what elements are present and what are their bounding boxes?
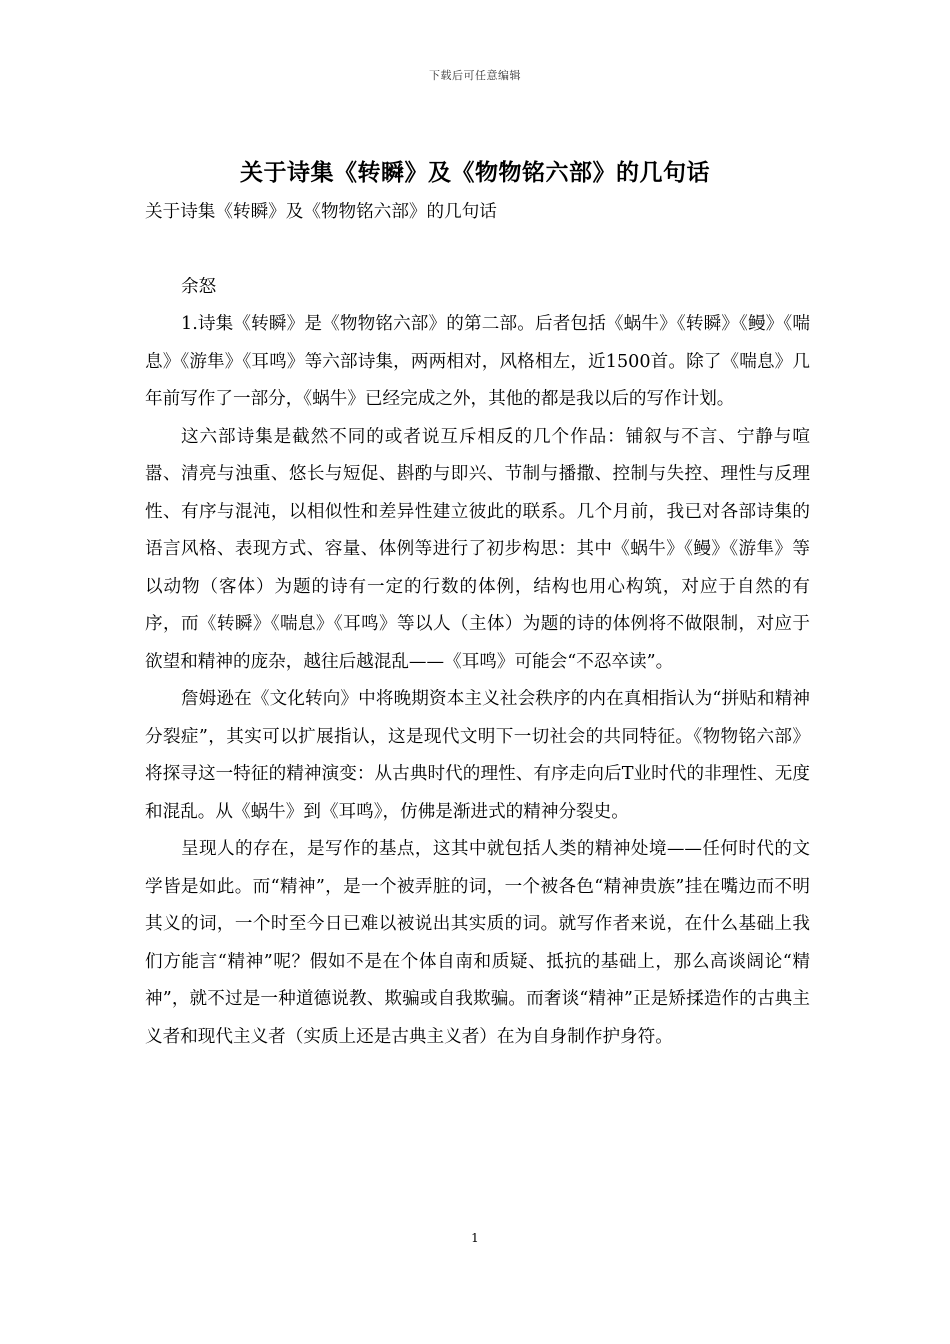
page-number: 1 <box>471 1231 479 1245</box>
body-paragraph: 1.诗集《转瞬》是《物物铭六部》的第二部。后者包括《蜗牛》《转瞬》《鳗》《喘息》《游隼》《耳鸣》等六部诗集，两两相对，风格相左，近1500首。除了《喘息》几年前写作了一部分，《蜗牛》已经完成之外，其他的都是我以后的写作计划。 <box>145 314 810 409</box>
document-subtitle: 关于诗集《转瞬》及《物物铭六部》的几句话 <box>145 202 497 222</box>
author-name: 余怒 <box>181 277 217 297</box>
body-paragraph: 这六部诗集是截然不同的或者说互斥相反的几个作品：铺叙与不言、宁静与喧嚣、清亮与浊重、悠长与短促、斟酌与即兴、节制与播撒、控制与失控、理性与反理性、有序与混沌，以相似性和差异性建立彼此的联系。几个月前，我已对各部诗集的语言风格、表现方式、容量、体例等进行了初步构思：其中《蜗牛》《鳗》《游隼》等以动物（客体）为题的诗有一定的行数的体例，结构也用心构筑，对应于自然的有序，而《转瞬》《喘息》《耳鸣》等以人（主体）为题的诗的体例将不做限制，对应于欲望和精神的庞杂，越往后越混乱——《耳鸣》可能会“不忍卒读”。 <box>145 426 810 672</box>
body-paragraph: 詹姆逊在《文化转向》中将晚期资本主义社会秩序的内在真相指认为“拼贴和精神分裂症”，其实可以扩展指认，这是现代文明下一切社会的共同特征。《物物铭六部》将探寻这一特征的精神演变：从古典时代的理性、有序走向后T业时代的非理性、无度和混乱。从《蜗牛》到《耳鸣》，仿佛是渐进式的精神分裂史。 <box>145 689 810 822</box>
document-body <box>145 306 810 1056</box>
page-header: 下载后可任意编辑 <box>429 69 521 82</box>
body-paragraph: 呈现人的存在，是写作的基点，这其中就包括人类的精神处境——任何时代的文学皆是如此。而“精神”，是一个被弄脏的词，一个被各色“精神贵族”挂在嘴边而不明其义的词，一个时至今日已难以被说出其实质的词。就写作者来说，在什么基础上我们方能言“精神”呢？假如不是在个体自南和质疑、抵抗的基础上，那么高谈阔论“精神”，就不过是一种道德说教、欺骗或自我欺骗。而奢谈“精神”正是矫揉造作的古典主义者和现代主义者（实质上还是古典主义者）在为自身制作护身符。 <box>145 839 810 1047</box>
document-title: 关于诗集《转瞬》及《物物铭六部》的几句话 <box>240 159 710 186</box>
